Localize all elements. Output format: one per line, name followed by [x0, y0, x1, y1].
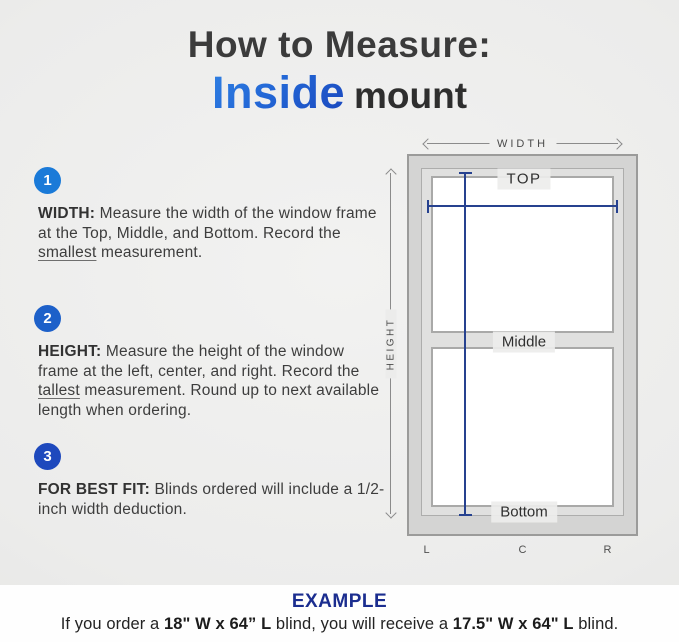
arrow-left-icon [422, 138, 433, 149]
window-pane-top [431, 176, 614, 333]
axis-label-center: C [518, 544, 528, 556]
step-3 [32, 443, 386, 519]
height-measure-line [464, 172, 466, 516]
arrow-up-icon [385, 168, 396, 179]
axis-label-left: L [423, 544, 431, 556]
title-mount-text: mount [354, 75, 468, 116]
step-2-badge: 2 [34, 305, 61, 332]
width-dimension-arrow [424, 136, 621, 151]
step-2-body-after: measurement. Round up to next available length when ordering. [38, 382, 380, 419]
step-2-body-before: Measure the height of the window frame at the left, center, and right. Record the [38, 343, 360, 380]
title-line1: How to Measure: [187, 24, 492, 65]
width-arrow-label: WIDTH [489, 138, 556, 150]
arrow-down-icon [385, 507, 396, 518]
step-1 [32, 167, 386, 263]
step-3-heading: FOR BEST FIT: [38, 481, 150, 498]
title-line2 [0, 67, 679, 119]
window-pane-bottom [431, 347, 614, 507]
example-footer [0, 585, 679, 642]
step-1-body-after: measurement. [96, 244, 203, 261]
width-measure-line [427, 205, 618, 207]
example-text-before: If you order a [60, 615, 164, 633]
label-middle: Middle [493, 332, 555, 353]
step-1-text [38, 204, 386, 263]
step-1-badge: 1 [34, 167, 61, 194]
step-3-badge: 3 [34, 443, 61, 470]
example-heading: EXAMPLE [291, 591, 388, 612]
height-dimension-arrow [383, 170, 398, 517]
step-1-body-before: Measure the width of the window frame at the Top, Middle, and Bottom. Record the [38, 205, 377, 242]
example-ordered-size: 18" W x 64” L [164, 615, 272, 633]
label-bottom: Bottom [491, 502, 557, 523]
example-text-middle: blind, you will receive a [271, 615, 453, 633]
step-1-heading: WIDTH: [38, 205, 96, 222]
step-1-underlined-word: smallest [38, 244, 97, 261]
example-received-size: 17.5" W x 64" L [452, 615, 574, 633]
step-2-text [38, 342, 386, 420]
step-2 [32, 305, 386, 420]
example-sentence [0, 615, 679, 634]
label-top: TOP [497, 169, 550, 190]
arrow-right-icon [611, 138, 622, 149]
step-2-heading: HEIGHT: [38, 343, 102, 360]
step-2-underlined-word: tallest [38, 382, 80, 399]
step-3-text [38, 480, 386, 519]
step-3-body-before: Blinds ordered will include a 1/2-inch width deduction. [38, 481, 385, 518]
axis-label-right: R [603, 544, 613, 556]
height-arrow-label: HEIGHT [385, 309, 396, 378]
page-title [0, 24, 679, 119]
example-text-after: blind. [573, 615, 619, 633]
title-inside-highlight: Inside [211, 67, 345, 118]
